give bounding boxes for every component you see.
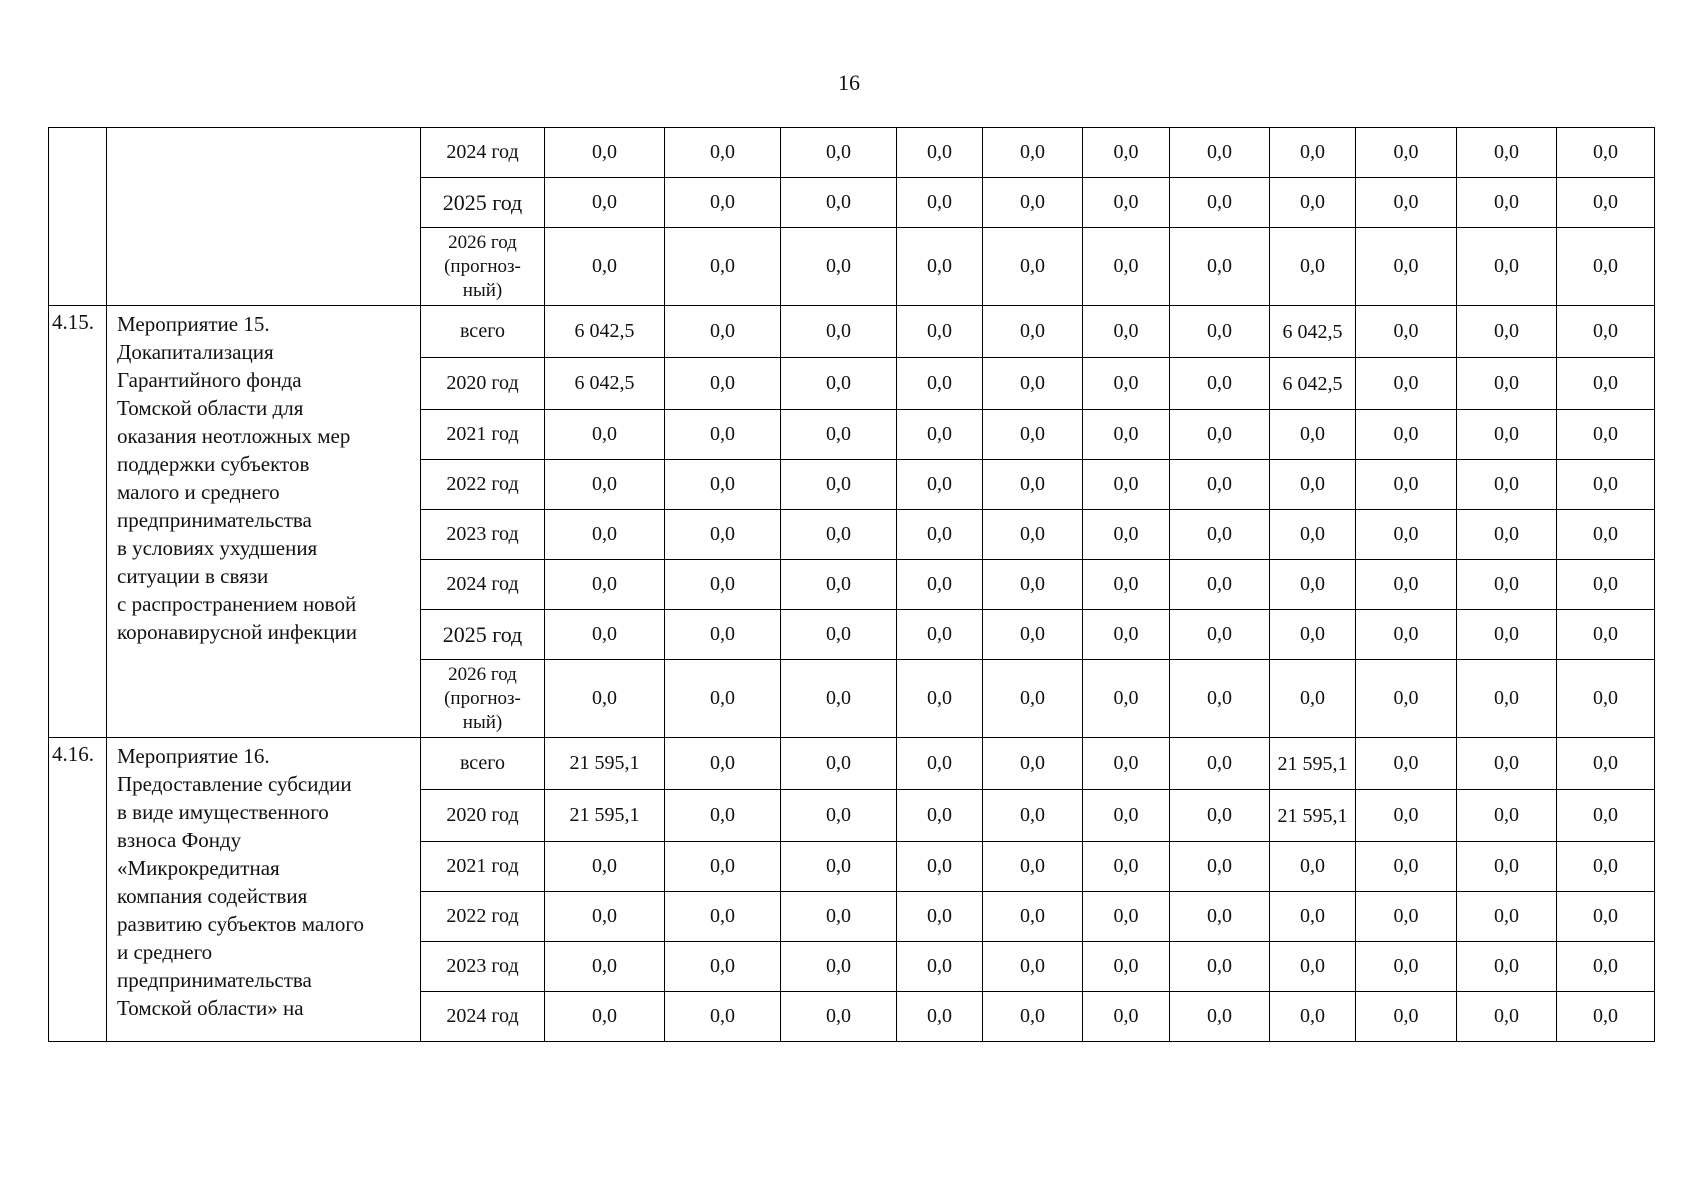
value-cell: 0,0	[545, 178, 665, 228]
value-cell: 0,0	[781, 460, 897, 510]
value-cell: 0,0	[781, 510, 897, 560]
value-cell: 6 042,5	[1270, 306, 1356, 358]
value-cell: 0,0	[545, 228, 665, 306]
value-cell: 0,0	[1457, 892, 1557, 942]
value-cell: 0,0	[1356, 178, 1457, 228]
value-cell: 0,0	[1557, 992, 1655, 1042]
value-cell: 0,0	[665, 610, 781, 660]
value-cell: 0,0	[1170, 790, 1270, 842]
value-cell: 0,0	[1356, 560, 1457, 610]
value-cell: 0,0	[1083, 942, 1170, 992]
measure-name-line: поддержки субъектов	[117, 452, 310, 476]
year-cell: 2024 год	[421, 128, 545, 178]
value-cell: 0,0	[983, 942, 1083, 992]
measure-name-line: коронавирусной инфекции	[117, 620, 357, 644]
year-label-line: ный)	[462, 711, 503, 733]
value-cell: 0,0	[1457, 128, 1557, 178]
value-cell: 0,0	[781, 992, 897, 1042]
measure-name-line: малого и среднего	[117, 480, 280, 504]
measure-name-line: предпринимательства	[117, 508, 312, 532]
value-cell: 0,0	[1170, 942, 1270, 992]
value-cell: 0,0	[1356, 128, 1457, 178]
year-cell: 2023 год	[421, 510, 545, 560]
value-cell: 0,0	[1557, 892, 1655, 942]
year-cell	[421, 660, 545, 738]
value-cell: 0,0	[1557, 738, 1655, 790]
value-cell: 0,0	[1457, 510, 1557, 560]
value-cell: 21 595,1	[1270, 790, 1356, 842]
value-cell: 0,0	[1557, 610, 1655, 660]
value-cell: 0,0	[983, 460, 1083, 510]
value-cell: 0,0	[983, 128, 1083, 178]
value-cell: 0,0	[983, 306, 1083, 358]
value-cell: 0,0	[1457, 306, 1557, 358]
value-cell: 0,0	[983, 992, 1083, 1042]
value-cell: 0,0	[1356, 358, 1457, 410]
value-cell: 0,0	[983, 738, 1083, 790]
value-cell: 0,0	[1557, 128, 1655, 178]
value-cell: 0,0	[781, 128, 897, 178]
measure-name-line: развитию субъектов малого	[117, 912, 364, 936]
measure-name-line: Предоставление субсидии	[117, 772, 352, 796]
value-cell: 0,0	[1356, 228, 1457, 306]
value-cell: 0,0	[545, 842, 665, 892]
value-cell: 0,0	[983, 892, 1083, 942]
value-cell: 0,0	[1270, 842, 1356, 892]
value-cell: 0,0	[1557, 358, 1655, 410]
value-cell: 0,0	[1270, 992, 1356, 1042]
value-cell: 0,0	[983, 842, 1083, 892]
value-cell: 0,0	[1083, 560, 1170, 610]
value-cell: 0,0	[545, 128, 665, 178]
value-cell: 0,0	[1356, 510, 1457, 560]
table-row	[49, 128, 1655, 178]
value-cell: 0,0	[1170, 306, 1270, 358]
measure-name-line: Мероприятие 15.	[117, 312, 270, 336]
value-cell: 0,0	[1557, 942, 1655, 992]
value-cell: 0,0	[1457, 560, 1557, 610]
measure-name-line: ситуации в связи	[117, 564, 269, 588]
value-cell: 0,0	[1356, 660, 1457, 738]
value-cell: 0,0	[1457, 610, 1557, 660]
value-cell: 0,0	[897, 942, 983, 992]
year-cell: 2021 год	[421, 410, 545, 460]
value-cell: 0,0	[897, 842, 983, 892]
year-cell: 2022 год	[421, 460, 545, 510]
year-cell: всего	[421, 306, 545, 358]
measure-number: 4.16.	[49, 738, 107, 1042]
value-cell: 0,0	[1557, 410, 1655, 460]
value-cell: 0,0	[1170, 178, 1270, 228]
value-cell: 0,0	[781, 842, 897, 892]
value-cell: 0,0	[1356, 738, 1457, 790]
value-cell: 0,0	[897, 410, 983, 460]
measure-name	[107, 306, 421, 738]
measure-name-line: «Микрокредитная	[117, 856, 280, 880]
value-cell: 0,0	[1170, 358, 1270, 410]
measure-number: 4.15.	[49, 306, 107, 738]
value-cell: 0,0	[897, 892, 983, 942]
value-cell: 0,0	[1557, 560, 1655, 610]
value-cell: 0,0	[897, 738, 983, 790]
value-cell: 0,0	[781, 410, 897, 460]
value-cell: 0,0	[1557, 842, 1655, 892]
year-cell: 2025 год	[421, 610, 545, 660]
value-cell: 0,0	[665, 560, 781, 610]
value-cell: 0,0	[665, 942, 781, 992]
value-cell: 0,0	[545, 942, 665, 992]
value-cell: 0,0	[1270, 610, 1356, 660]
year-cell: 2025 год	[421, 178, 545, 228]
value-cell: 0,0	[665, 738, 781, 790]
year-label-line: 2026 год	[448, 663, 517, 685]
value-cell: 0,0	[1557, 460, 1655, 510]
value-cell: 21 595,1	[545, 790, 665, 842]
value-cell: 0,0	[665, 358, 781, 410]
value-cell: 0,0	[665, 790, 781, 842]
value-cell: 0,0	[1356, 842, 1457, 892]
value-cell: 0,0	[1457, 358, 1557, 410]
value-cell: 0,0	[897, 358, 983, 410]
value-cell: 0,0	[983, 228, 1083, 306]
value-cell: 0,0	[1170, 128, 1270, 178]
year-cell: 2020 год	[421, 358, 545, 410]
year-cell: 2024 год	[421, 992, 545, 1042]
value-cell: 0,0	[983, 410, 1083, 460]
value-cell: 0,0	[1457, 660, 1557, 738]
measure-name-line: Докапитализация	[117, 340, 274, 364]
value-cell: 0,0	[1356, 460, 1457, 510]
value-cell: 0,0	[665, 892, 781, 942]
value-cell: 0,0	[1457, 410, 1557, 460]
value-cell: 0,0	[1270, 410, 1356, 460]
value-cell: 0,0	[1270, 942, 1356, 992]
value-cell: 0,0	[1457, 738, 1557, 790]
value-cell: 0,0	[545, 892, 665, 942]
value-cell: 0,0	[1270, 128, 1356, 178]
year-cell: 2022 год	[421, 892, 545, 942]
measure-number	[49, 128, 107, 306]
value-cell: 0,0	[1083, 306, 1170, 358]
value-cell: 6 042,5	[545, 306, 665, 358]
value-cell: 0,0	[1270, 560, 1356, 610]
measure-name-line: предпринимательства	[117, 968, 312, 992]
value-cell: 0,0	[545, 460, 665, 510]
value-cell: 0,0	[1356, 942, 1457, 992]
value-cell: 0,0	[1170, 842, 1270, 892]
value-cell: 0,0	[1083, 460, 1170, 510]
measure-name-line: в условиях ухудшения	[117, 536, 318, 560]
value-cell: 0,0	[983, 790, 1083, 842]
value-cell: 0,0	[781, 560, 897, 610]
value-cell: 0,0	[1557, 660, 1655, 738]
value-cell: 0,0	[897, 560, 983, 610]
value-cell: 0,0	[1270, 892, 1356, 942]
value-cell: 21 595,1	[545, 738, 665, 790]
value-cell: 0,0	[1457, 178, 1557, 228]
value-cell: 0,0	[897, 228, 983, 306]
value-cell: 0,0	[1083, 790, 1170, 842]
value-cell: 0,0	[1356, 610, 1457, 660]
value-cell: 0,0	[545, 510, 665, 560]
value-cell: 0,0	[897, 460, 983, 510]
value-cell: 0,0	[1170, 510, 1270, 560]
value-cell: 0,0	[1170, 410, 1270, 460]
value-cell: 0,0	[781, 610, 897, 660]
value-cell: 0,0	[1457, 228, 1557, 306]
value-cell: 0,0	[1083, 660, 1170, 738]
value-cell: 0,0	[897, 306, 983, 358]
value-cell: 0,0	[1356, 790, 1457, 842]
value-cell: 0,0	[1356, 992, 1457, 1042]
value-cell: 0,0	[665, 460, 781, 510]
measure-name-line: оказания неотложных мер	[117, 424, 351, 448]
value-cell: 0,0	[1557, 228, 1655, 306]
value-cell: 0,0	[1083, 178, 1170, 228]
measure-name-line: с распространением новой	[117, 592, 357, 616]
value-cell: 0,0	[1270, 460, 1356, 510]
value-cell: 0,0	[781, 738, 897, 790]
value-cell: 0,0	[545, 410, 665, 460]
value-cell: 0,0	[1457, 942, 1557, 992]
year-label-line: (прогноз-	[444, 687, 521, 709]
value-cell: 0,0	[781, 660, 897, 738]
value-cell: 0,0	[545, 610, 665, 660]
value-cell: 0,0	[1170, 660, 1270, 738]
table-row	[49, 738, 1655, 790]
value-cell: 0,0	[1356, 410, 1457, 460]
value-cell: 0,0	[983, 358, 1083, 410]
measure-name-line: взноса Фонду	[117, 828, 242, 852]
value-cell: 0,0	[1083, 738, 1170, 790]
value-cell: 0,0	[781, 306, 897, 358]
value-cell: 0,0	[665, 228, 781, 306]
value-cell: 0,0	[781, 942, 897, 992]
value-cell: 0,0	[1270, 510, 1356, 560]
value-cell: 0,0	[665, 510, 781, 560]
measure-name-line: и среднего	[117, 940, 213, 964]
value-cell: 0,0	[1557, 510, 1655, 560]
value-cell: 0,0	[1270, 178, 1356, 228]
value-cell: 0,0	[897, 610, 983, 660]
value-cell: 0,0	[1083, 610, 1170, 660]
value-cell: 0,0	[1557, 178, 1655, 228]
value-cell: 0,0	[1557, 790, 1655, 842]
measure-name-line: Томской области для	[117, 396, 304, 420]
table-body	[49, 128, 1655, 1042]
value-cell: 0,0	[1083, 510, 1170, 560]
value-cell: 0,0	[665, 992, 781, 1042]
value-cell: 0,0	[1457, 460, 1557, 510]
value-cell: 0,0	[897, 790, 983, 842]
value-cell: 0,0	[665, 306, 781, 358]
year-cell: 2020 год	[421, 790, 545, 842]
funding-table	[48, 127, 1655, 1042]
value-cell: 0,0	[983, 560, 1083, 610]
value-cell: 0,0	[1356, 892, 1457, 942]
value-cell: 21 595,1	[1270, 738, 1356, 790]
value-cell: 0,0	[983, 178, 1083, 228]
value-cell: 0,0	[665, 842, 781, 892]
value-cell: 0,0	[897, 992, 983, 1042]
value-cell: 0,0	[897, 128, 983, 178]
value-cell: 0,0	[983, 510, 1083, 560]
value-cell: 0,0	[1170, 560, 1270, 610]
value-cell: 0,0	[781, 178, 897, 228]
year-label-line: (прогноз-	[444, 255, 521, 277]
year-cell	[421, 228, 545, 306]
measure-name	[107, 128, 421, 306]
value-cell: 0,0	[897, 178, 983, 228]
measure-name-line: Мероприятие 16.	[117, 744, 270, 768]
measure-name	[107, 738, 421, 1042]
year-cell: 2023 год	[421, 942, 545, 992]
measure-name-line: Гарантийного фонда	[117, 368, 302, 392]
measure-name-line: компания содействия	[117, 884, 308, 908]
value-cell: 0,0	[665, 178, 781, 228]
value-cell: 0,0	[1457, 992, 1557, 1042]
page-number: 16	[838, 70, 860, 95]
value-cell: 0,0	[781, 358, 897, 410]
year-label-line: 2026 год	[448, 231, 517, 253]
value-cell: 0,0	[1170, 228, 1270, 306]
value-cell: 0,0	[545, 992, 665, 1042]
value-cell: 0,0	[1170, 892, 1270, 942]
value-cell: 0,0	[781, 892, 897, 942]
value-cell: 0,0	[1170, 738, 1270, 790]
value-cell: 0,0	[545, 660, 665, 738]
value-cell: 0,0	[1457, 842, 1557, 892]
value-cell: 0,0	[1083, 128, 1170, 178]
value-cell: 0,0	[665, 410, 781, 460]
value-cell: 0,0	[1083, 892, 1170, 942]
value-cell: 0,0	[1170, 610, 1270, 660]
value-cell: 0,0	[1557, 306, 1655, 358]
value-cell: 6 042,5	[545, 358, 665, 410]
value-cell: 0,0	[781, 790, 897, 842]
year-cell: 2021 год	[421, 842, 545, 892]
value-cell: 0,0	[1083, 842, 1170, 892]
value-cell: 0,0	[1457, 790, 1557, 842]
value-cell: 0,0	[983, 610, 1083, 660]
value-cell: 0,0	[983, 660, 1083, 738]
table-row	[49, 306, 1655, 358]
value-cell: 0,0	[665, 128, 781, 178]
value-cell: 0,0	[1083, 410, 1170, 460]
value-cell: 0,0	[781, 228, 897, 306]
value-cell: 0,0	[1270, 660, 1356, 738]
value-cell: 0,0	[897, 660, 983, 738]
value-cell: 0,0	[665, 660, 781, 738]
value-cell: 0,0	[1170, 992, 1270, 1042]
value-cell: 0,0	[1270, 228, 1356, 306]
value-cell: 0,0	[1170, 460, 1270, 510]
year-label-line: ный)	[462, 279, 503, 301]
value-cell: 0,0	[1356, 306, 1457, 358]
year-cell: 2024 год	[421, 560, 545, 610]
value-cell: 6 042,5	[1270, 358, 1356, 410]
measure-name-line: в виде имущественного	[117, 800, 329, 824]
value-cell: 0,0	[545, 560, 665, 610]
measure-name-line: Томской области» на	[117, 996, 304, 1020]
value-cell: 0,0	[897, 510, 983, 560]
value-cell: 0,0	[1083, 228, 1170, 306]
value-cell: 0,0	[1083, 358, 1170, 410]
year-cell: всего	[421, 738, 545, 790]
value-cell: 0,0	[1083, 992, 1170, 1042]
